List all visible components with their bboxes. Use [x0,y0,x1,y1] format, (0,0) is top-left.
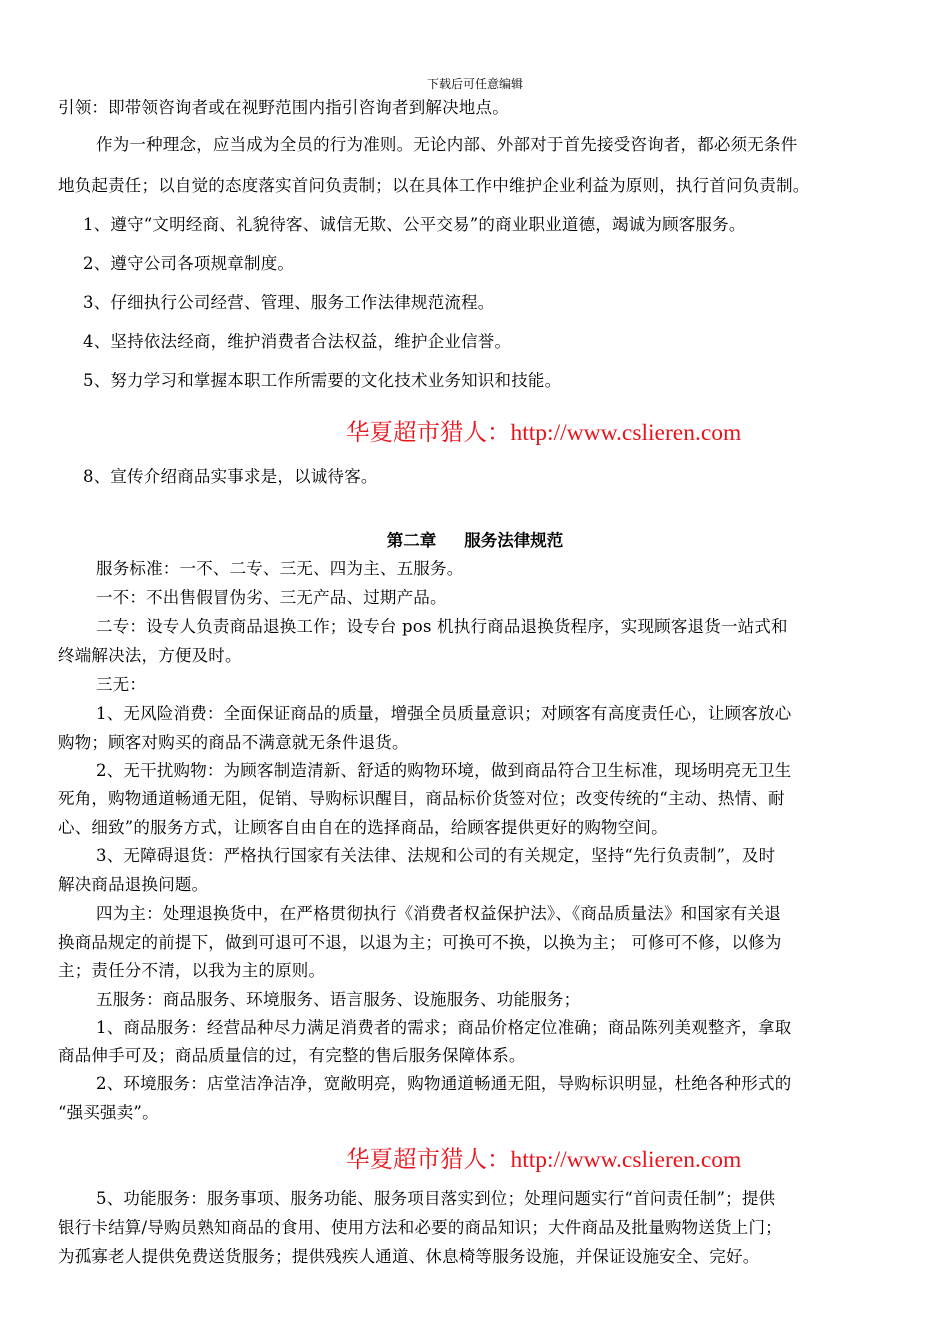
paragraph-line: 2、无干扰购物：为顾客制造清新、舒适的购物环境，做到商品符合卫生标准，现场明亮无卫生 [96,761,792,780]
paragraph-line: 三无： [96,675,147,694]
chapter-number: 第二章 [386,531,437,550]
paragraph-line: 5、功能服务：服务事项、服务功能、服务项目落实到位；处理问题实行“首问责任制”；提供 [96,1189,776,1208]
paragraph-line: 为孤寡老人提供免费送货服务；提供残疾人通道、休息椅等服务设施，并保证设施安全、完好。 [58,1247,760,1266]
paragraph-line: 换商品规定的前提下，做到可退可不退，以退为主；可换可不换，以换为主； 可修可不修，以修为 [58,933,782,952]
paragraph-line: 终端解决法，方便及时。 [58,646,242,665]
watermark-link: 华夏超市猎人：http://www.cslieren.com [346,1147,742,1173]
paragraph-line: 五服务：商品服务、环境服务、语言服务、设施服务、功能服务； [96,990,581,1009]
paragraph-line: 1、商品服务：经营品种尽力满足消费者的需求；商品价格定位准确；商品陈列美观整齐，拿取 [96,1018,792,1037]
paragraph-line: 解决商品退换问题。 [58,875,209,894]
paragraph-line: 地负起责任；以自觉的态度落实首问负责制；以在具体工作中维护企业利益为原则，执行首问负责制。 [58,176,810,195]
numbered-item: 8、宣传介绍商品实事求是，以诚待客。 [83,467,378,486]
numbered-item: 1、遵守“文明经商、礼貌待客、诚信无欺、公平交易”的商业职业道德，竭诚为顾客服务。 [83,215,746,234]
numbered-item: 4、坚持依法经商，维护消费者合法权益，维护企业信誉。 [83,332,512,351]
paragraph-line: 二专：设专人负责商品退换工作；设专台 pos 机执行商品退换货程序，实现顾客退货一站式和 [96,617,788,636]
numbered-item: 2、遵守公司各项规章制度。 [83,254,295,273]
paragraph-line: 一不：不出售假冒伪劣、三无产品、过期产品。 [96,588,447,607]
chapter-heading [0,530,950,552]
paragraph-line: 主；责任分不清，以我为主的原则。 [58,961,326,980]
paragraph-line: 1、无风险消费：全面保证商品的质量，增强全员质量意识；对顾客有高度责任心，让顾客放心 [96,704,792,723]
paragraph-line: 引领：即带领咨询者或在视野范围内指引咨询者到解决地点。 [58,98,509,117]
paragraph-line: 死角，购物通道畅通无阻，促销、导购标识醒目，商品标价货签对位；改变传统的“主动、热情、耐 [58,789,785,808]
chapter-title: 服务法律规范 [464,531,564,550]
header-note: 下载后可任意编辑 [426,77,523,91]
numbered-item: 5、努力学习和掌握本职工作所需要的文化技术业务知识和技能。 [83,371,562,390]
paragraph-line: 心、细致”的服务方式，让顾客自由自在的选择商品，给顾客提供更好的购物空间。 [58,818,668,837]
paragraph-line: 银行卡结算/导购员熟知商品的食用、使用方法和必要的商品知识；大件商品及批量购物送货上门； [58,1218,782,1237]
paragraph-line: 2、环境服务：店堂洁净洁净，宽敞明亮，购物通道畅通无阻，导购标识明显，杜绝各种形式的 [96,1074,792,1093]
paragraph-line: 服务标准：一不、二专、三无、四为主、五服务。 [96,559,464,578]
paragraph-line: 3、无障碍退货：严格执行国家有关法律、法规和公司的有关规定，坚持“先行负责制”，及时 [96,846,776,865]
paragraph-line: 四为主：处理退换货中，在严格贯彻执行《消费者权益保护法》、《商品质量法》和国家有关退 [96,904,781,923]
watermark-link: 华夏超市猎人：http://www.cslieren.com [346,420,742,446]
paragraph-line: 购物；顾客对购买的商品不满意就无条件退货。 [58,733,409,752]
paragraph-line: “强买强卖”。 [58,1103,159,1122]
numbered-item: 3、仔细执行公司经营、管理、服务工作法律规范流程。 [83,293,495,312]
paragraph-line: 商品伸手可及；商品质量信的过，有完整的售后服务保障体系。 [58,1046,526,1065]
paragraph-line: 作为一种理念，应当成为全员的行为准则。无论内部、外部对于首先接受咨询者，都必须无条件 [96,135,798,154]
